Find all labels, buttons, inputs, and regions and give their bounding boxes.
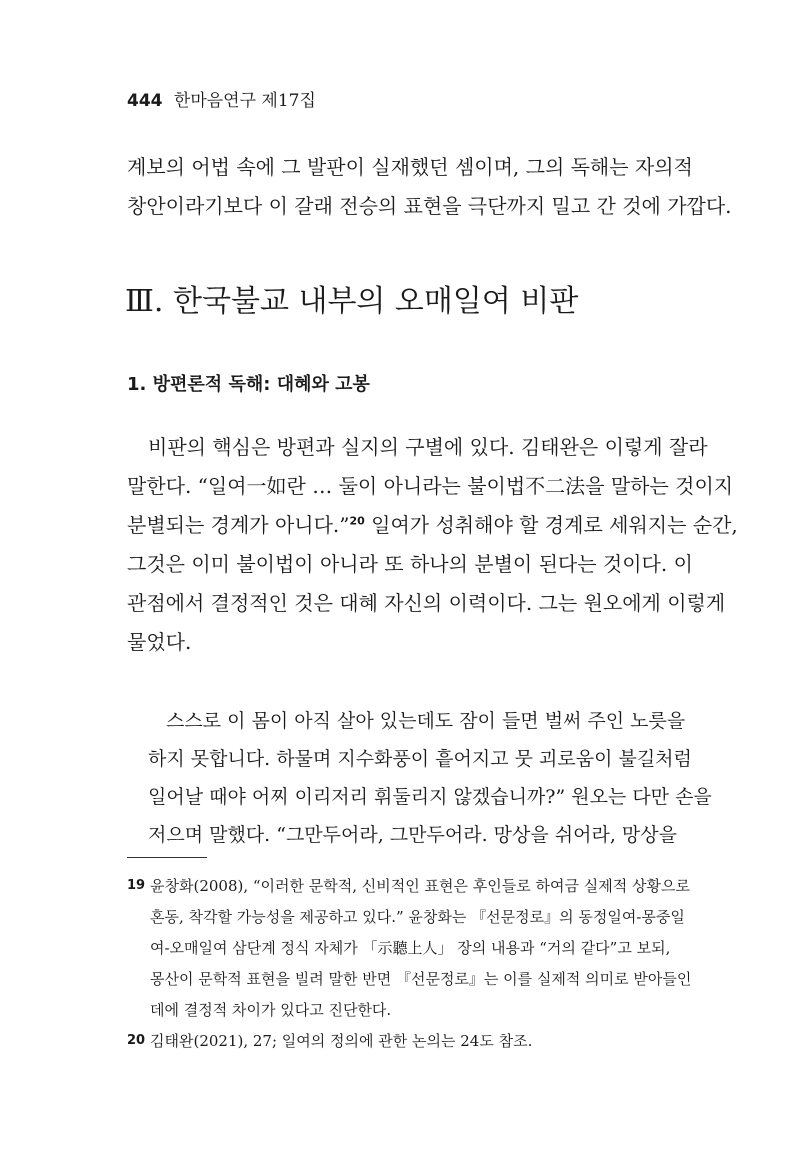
intro-line: 계보의 어법 속에 그 발판이 실재했던 셈이며, 그의 독해는 자의적 — [127, 155, 693, 179]
paragraph-line: 물었다. — [127, 630, 192, 654]
footnote-line: 혼동, 착각할 가능성을 제공하고 있다.” 윤창화는 『선문정로』의 동정일여-몽중일 — [150, 908, 685, 926]
footnote-line: 데에 결정적 차이가 있다고 진단한다. — [150, 1001, 392, 1019]
footnote-line: 김태완(2021), 27; 일여의 정의에 관한 논의는 24도 참조. — [150, 1032, 533, 1050]
intro-line: 창안이라기보다 이 갈래 전승의 표현을 극단까지 밀고 간 것에 가깝다. — [127, 194, 732, 218]
paragraph-line: 말한다. “일여一如란 … 둘이 아니라는 불이법不二法을 말하는 것이지 — [127, 474, 734, 498]
footnote-ref-20[interactable]: 20 — [349, 514, 365, 528]
paragraph-line: 관점에서 결정적인 것은 대혜 자신의 이력이다. 그는 원오에게 이렇게 — [127, 591, 726, 615]
page-number: 444 — [127, 91, 163, 111]
quote-line: 저으며 말했다. “그만두어라, 그만두어라. 망상을 쉬어라, 망상을 — [148, 824, 677, 846]
paragraph-line — [127, 509, 738, 538]
running-head — [127, 86, 316, 111]
quote-line: 일어날 때야 어찌 이리저리 휘둘리지 않겠습니까?” 원오는 다만 손을 — [148, 786, 712, 808]
paragraph-line: 그것은 이미 불이법이 아니라 또 하나의 분별이 된다는 것이다. 이 — [127, 552, 693, 576]
section-title: Ⅲ. 한국불교 내부의 오매일여 비판 — [125, 284, 579, 319]
footnote-divider — [127, 857, 207, 858]
quote-line: 스스로 이 몸이 아직 살아 있는데도 잠이 들면 벌써 주인 노릇을 — [166, 710, 686, 732]
paragraph-text: 분별되는 경계가 아니다.” — [127, 513, 350, 537]
footnote-number: 20 — [127, 1033, 146, 1048]
footnote-line: 몽산이 문학적 표현을 빌려 말한 반면 『선문정로』는 이를 실제적 의미로 받아들인 — [150, 970, 692, 988]
journal-title: 한마음연구 제17집 — [173, 91, 316, 111]
footnote-number: 19 — [127, 878, 146, 893]
footnote-line: 윤창화(2008), “이러한 문학적, 신비적인 표현은 후인들로 하여금 실제적 상황으로 — [150, 877, 690, 895]
paragraph-text: 일여가 성취해야 할 경계로 세워지는 순간, — [364, 513, 738, 537]
footnote-line: 여-오매일여 삼단계 정식 자체가 「示聽上人」 장의 내용과 “거의 같다”고 보되, — [150, 939, 671, 957]
subsection-title: 1. 방편론적 독해: 대혜와 고봉 — [127, 374, 370, 395]
paragraph-line: 비판의 핵심은 방편과 실지의 구별에 있다. 김태완은 이렇게 잘라 — [148, 435, 708, 459]
quote-line: 하지 못합니다. 하물며 지수화풍이 흩어지고 뭇 괴로움이 불길처럼 — [148, 748, 692, 770]
